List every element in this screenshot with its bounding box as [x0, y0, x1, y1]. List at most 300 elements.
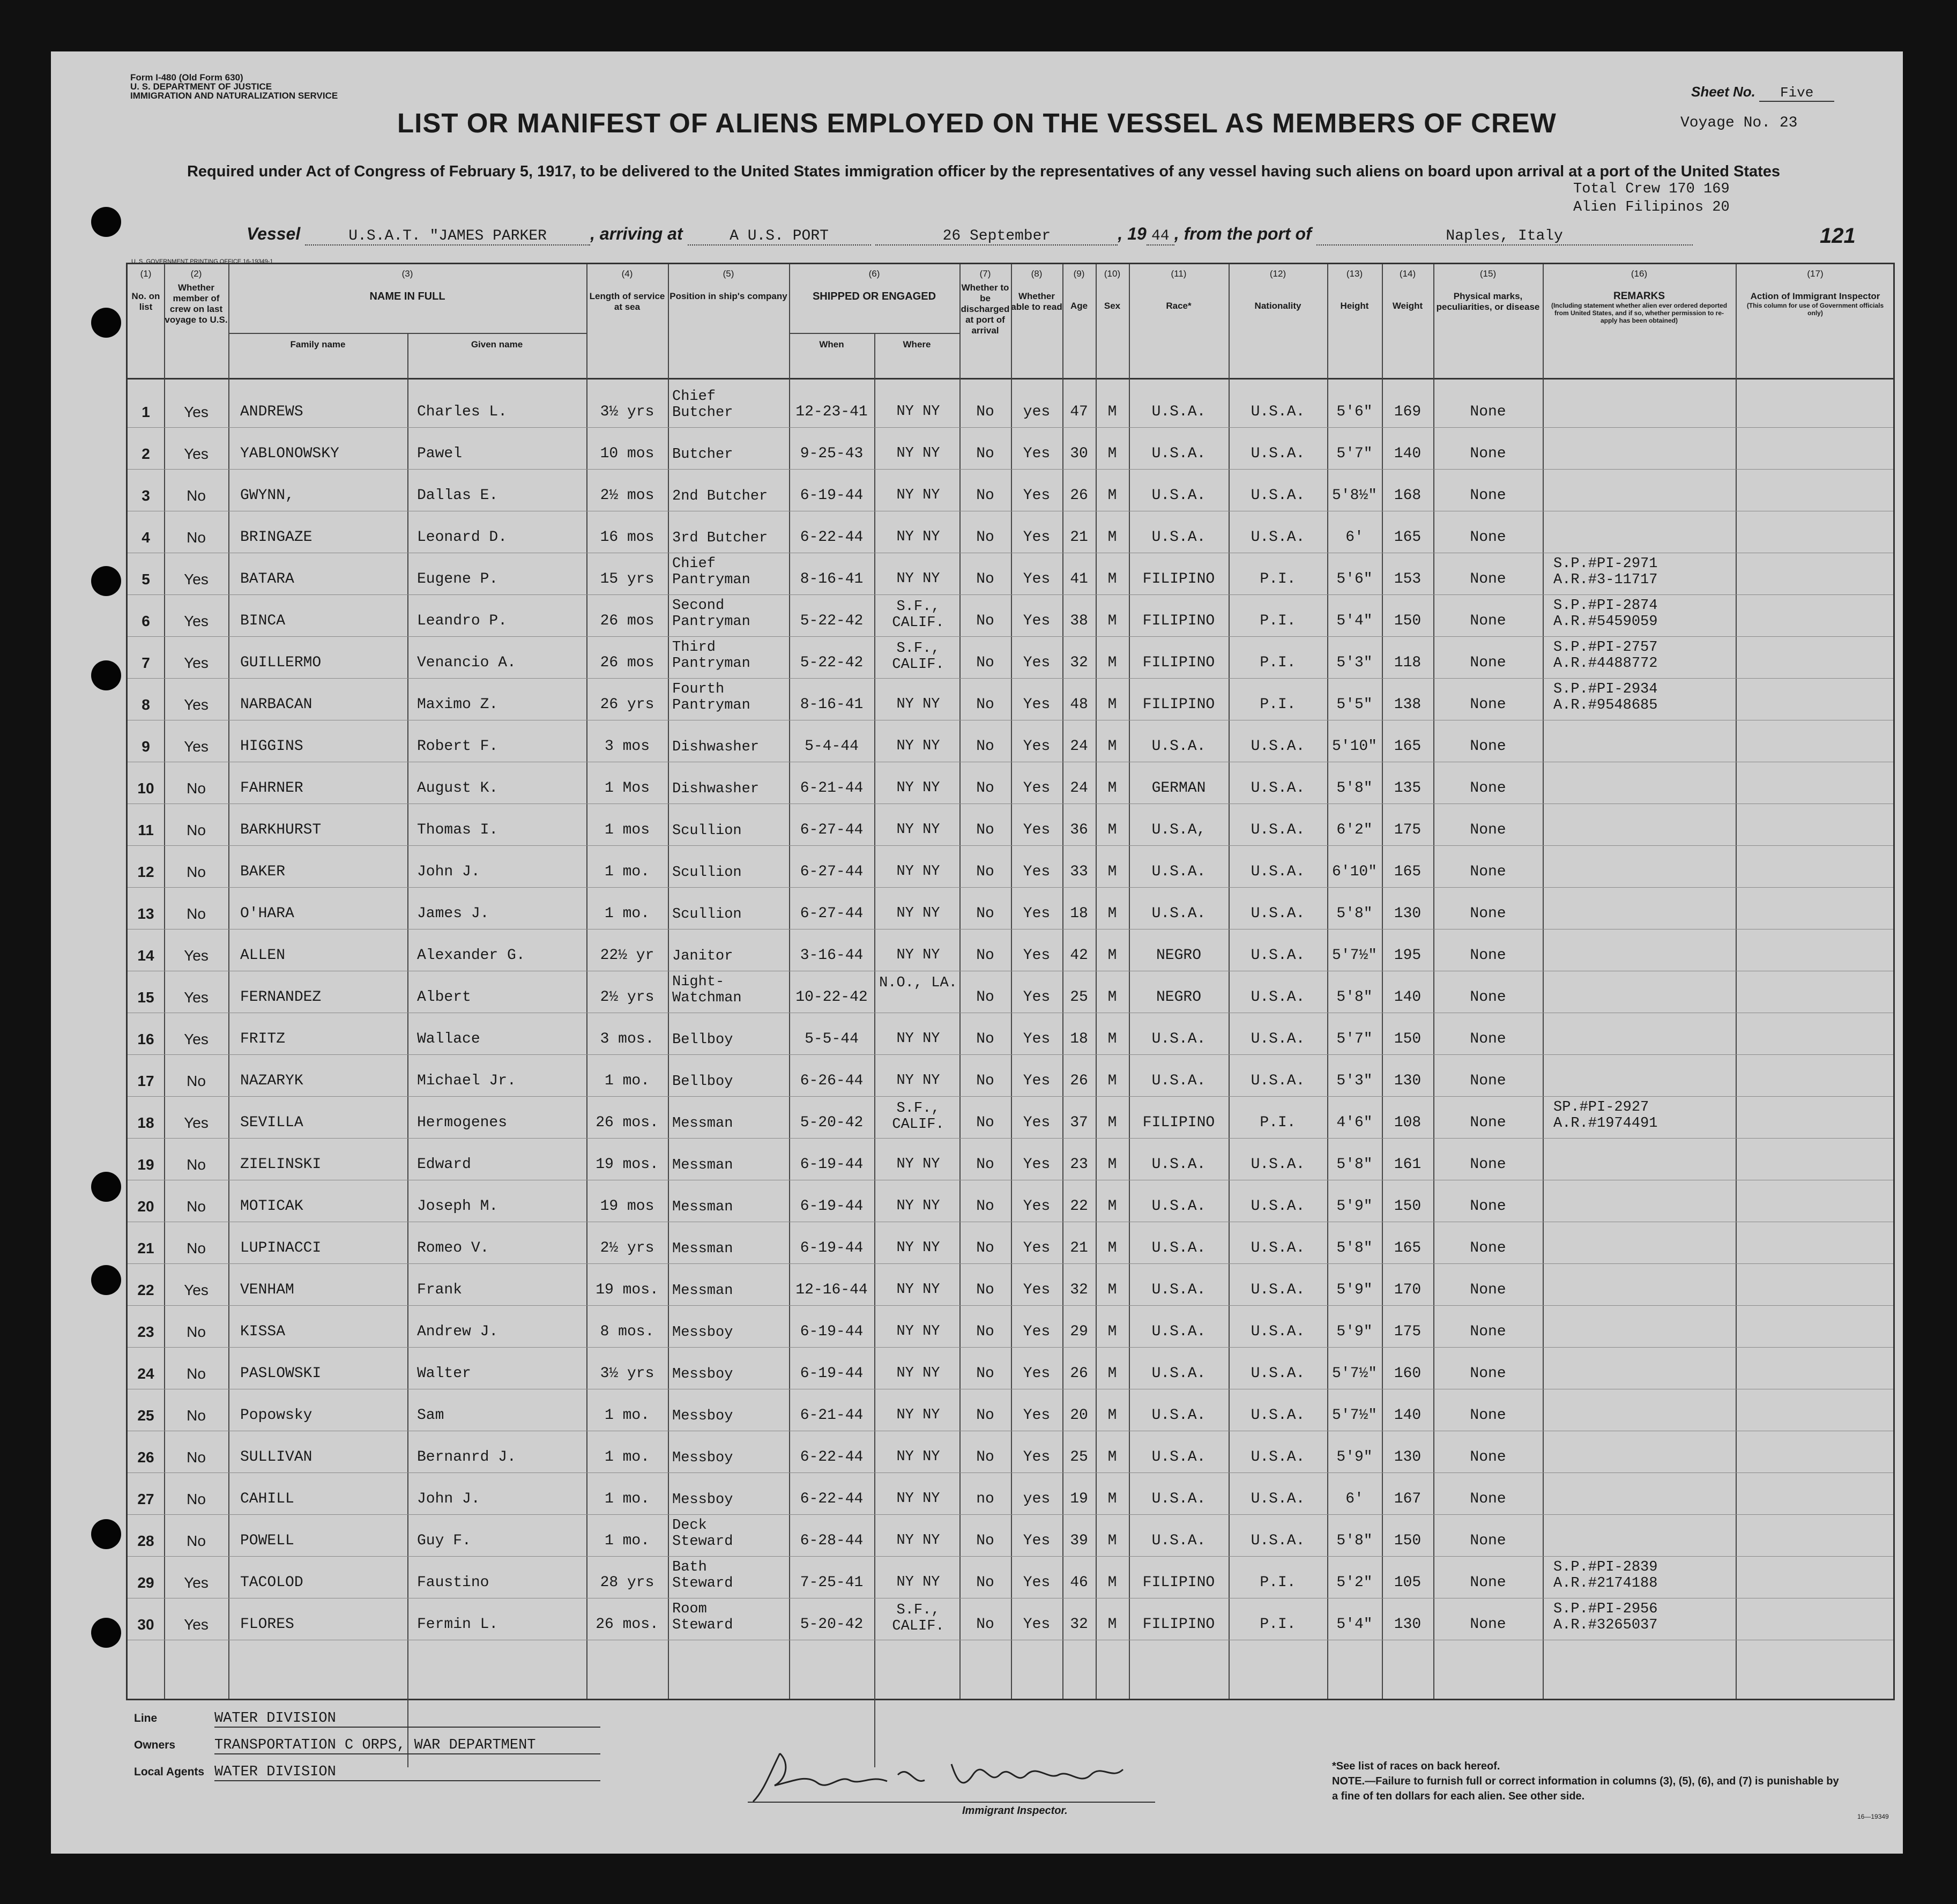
cell-action [1736, 929, 1895, 971]
cell-read: Yes [1023, 1407, 1051, 1424]
cell-service: 26 mos. [596, 1616, 659, 1633]
cell-no: 11 [138, 822, 154, 838]
cell-height: 6'2" [1336, 822, 1373, 838]
cell-age: 18 [1070, 905, 1088, 922]
cell-nat: U.S.A. [1251, 1198, 1305, 1215]
cell-nat: U.S.A. [1251, 1407, 1305, 1424]
cell-weight: 175 [1394, 822, 1422, 838]
cell-race: FILIPINO [1142, 613, 1215, 629]
cell-where: S.F., CALIF. [892, 1602, 944, 1634]
cell-last: Yes [184, 738, 209, 755]
cell-no: 18 [137, 1114, 154, 1131]
cell-family: POWELL [240, 1533, 294, 1549]
binder-hole [91, 207, 121, 237]
cell-when: 9-25-43 [800, 445, 864, 462]
cell-height: 6' [1345, 1491, 1364, 1507]
cell-age: 19 [1070, 1491, 1088, 1507]
table-row [128, 1431, 1893, 1473]
cell-age: 32 [1070, 654, 1088, 671]
cell-height: 6'10" [1331, 864, 1377, 880]
cell-height: 5'6" [1336, 571, 1373, 587]
cell-marks: None [1470, 1114, 1506, 1131]
sheet-value: Five [1759, 85, 1834, 102]
cell-service: 19 mos. [596, 1282, 659, 1298]
table-row [128, 1138, 1893, 1180]
arrival-year: 44 [1147, 228, 1174, 246]
col-header-where: Where [903, 339, 931, 349]
cell-sex: M [1107, 989, 1117, 1006]
col-header-remarks: (16) REMARKS (Including statement whether alien ever ordered deported from United States, and if so, whether permission to re-apply has been obtained) [1551, 269, 1728, 324]
cell-position-line2: 2nd Butcher [672, 488, 768, 504]
cell-family: O'HARA [240, 905, 294, 922]
owners-value: TRANSPORTATION C ORPS, WAR DEPARTMENT [214, 1737, 600, 1754]
cell-race: U.S.A. [1151, 1156, 1206, 1173]
cell-where: NY NY [896, 905, 940, 921]
cell-marks: None [1470, 1198, 1506, 1215]
cell-last: Yes [184, 571, 209, 587]
cell-last: Yes [184, 613, 209, 629]
cell-last: No [187, 1449, 206, 1466]
cell-given: Edward [417, 1156, 471, 1173]
cell-nat: U.S.A. [1251, 1073, 1305, 1089]
cell-height: 5'8½" [1331, 487, 1377, 504]
cell-weight: 138 [1394, 696, 1422, 713]
cell-disch: No [976, 864, 994, 880]
cell-age: 37 [1070, 1114, 1088, 1131]
cell-disch: No [976, 738, 994, 755]
cell-last: No [187, 1198, 206, 1215]
cell-service: 26 mos [600, 613, 654, 629]
cell-last: Yes [184, 1114, 209, 1131]
cell-read: Yes [1023, 1114, 1051, 1131]
cell-action [1736, 720, 1895, 762]
cell-marks: None [1470, 613, 1506, 629]
cell-disch: No [976, 1240, 994, 1256]
cell-read: Yes [1023, 654, 1051, 671]
table-row [128, 469, 1893, 511]
vessel-name: U.S.A.T. "JAMES PARKER [305, 228, 590, 246]
cell-race: U.S.A. [1151, 1365, 1206, 1382]
table-row [128, 511, 1893, 553]
cell-sex: M [1107, 696, 1117, 713]
cell-age: 24 [1070, 738, 1088, 755]
cell-sex: M [1107, 529, 1117, 546]
cell-weight: 165 [1394, 1240, 1422, 1256]
cell-family: HIGGINS [240, 738, 303, 755]
cell-service: 2½ yrs [600, 1240, 654, 1256]
cell-when: 6-19-44 [800, 1198, 864, 1215]
cell-given: Charles L. [417, 404, 508, 420]
cell-where: NY NY [896, 1365, 940, 1381]
cell-position-line2: Messman [672, 1157, 733, 1173]
cell-last: Yes [184, 1031, 209, 1047]
cell-height: 5'7½" [1331, 1407, 1377, 1424]
cell-height: 5'4" [1336, 1616, 1373, 1633]
cell-no: 21 [137, 1240, 154, 1256]
cell-weight: 140 [1394, 445, 1422, 462]
cell-age: 39 [1070, 1533, 1088, 1549]
cell-where: NY NY [896, 1282, 940, 1298]
cell-marks: None [1470, 1407, 1506, 1424]
cell-service: 19 mos. [596, 1156, 659, 1173]
cell-no: 5 [142, 571, 150, 587]
cell-given: Andrew J. [417, 1323, 498, 1340]
cell-action [1736, 762, 1895, 804]
cell-position-line1: Deck [672, 1518, 707, 1534]
cell-nat: U.S.A. [1251, 445, 1305, 462]
cell-position-line2: Scullion [672, 865, 742, 881]
cell-weight: 118 [1394, 654, 1422, 671]
crew-table [126, 263, 1895, 1700]
cell-marks: None [1470, 445, 1506, 462]
cell-given: Alexander G. [417, 947, 525, 964]
cell-last: No [187, 1365, 206, 1382]
cell-last: Yes [184, 654, 209, 671]
cell-race: U.S.A. [1151, 1533, 1206, 1549]
cell-when: 5-22-42 [800, 613, 864, 629]
cell-action [1736, 1598, 1895, 1640]
cell-read: Yes [1023, 822, 1051, 838]
cell-position-line2: Scullion [672, 906, 742, 923]
cell-read: Yes [1023, 487, 1051, 504]
cell-sex: M [1107, 445, 1117, 462]
binder-hole [91, 1519, 121, 1549]
cell-sex: M [1107, 1073, 1117, 1089]
cell-weight: 150 [1394, 1533, 1422, 1549]
cell-nat: P.I. [1260, 571, 1296, 587]
cell-sex: M [1107, 822, 1117, 838]
cell-disch: No [976, 404, 994, 420]
table-row [128, 427, 1893, 470]
cell-read: Yes [1023, 947, 1051, 964]
sheet-number [1691, 84, 1834, 102]
cell-position-line2: Messman [672, 1283, 733, 1299]
cell-height: 5'3" [1336, 1073, 1373, 1089]
cell-race: U.S.A. [1151, 1323, 1206, 1340]
cell-when: 6-22-44 [800, 529, 864, 546]
cell-remarks-line1: S.P.#PI-2874 [1553, 598, 1658, 614]
cell-action [1736, 553, 1895, 594]
cell-where: NY NY [896, 1533, 940, 1549]
cell-position-line2: Messboy [672, 1408, 733, 1424]
cell-service: 1 mo. [604, 864, 650, 880]
cell-position-line2: Butcher [672, 447, 733, 463]
cell-marks: None [1470, 1574, 1506, 1591]
cell-action [1736, 594, 1895, 636]
cell-sex: M [1107, 1198, 1117, 1215]
col-header-family: Family name [290, 339, 346, 349]
cell-where: NY NY [896, 738, 940, 754]
cell-read: Yes [1023, 529, 1051, 546]
cell-marks: None [1470, 989, 1506, 1006]
cell-age: 32 [1070, 1282, 1088, 1298]
col-header-action: (17) Action of Immigrant Inspector (This column for use of Government officials only) [1746, 269, 1884, 317]
cell-where: NY NY [896, 1449, 940, 1465]
cell-sex: M [1107, 1114, 1117, 1131]
cell-disch: No [976, 1574, 994, 1591]
cell-read: yes [1023, 1491, 1051, 1507]
table-row [128, 1180, 1893, 1222]
cell-marks: None [1470, 696, 1506, 713]
cell-given: Frank [417, 1282, 463, 1298]
cell-remarks-line2: A.R.#2174188 [1553, 1575, 1658, 1591]
table-row [128, 762, 1893, 804]
cell-height: 5'5" [1336, 696, 1373, 713]
cell-nat: P.I. [1260, 654, 1296, 671]
cell-marks: None [1470, 1533, 1506, 1549]
table-row [128, 1514, 1893, 1557]
cell-last: No [187, 1407, 206, 1424]
cell-when: 6-28-44 [800, 1533, 864, 1549]
cell-action [1736, 1431, 1895, 1472]
cell-service: 16 mos [600, 529, 654, 546]
cell-age: 26 [1070, 1073, 1088, 1089]
cell-family: SEVILLA [240, 1114, 303, 1131]
cell-age: 25 [1070, 1449, 1088, 1466]
cell-last: Yes [184, 1282, 209, 1298]
cell-weight: 165 [1394, 864, 1422, 880]
cell-age: 21 [1070, 1240, 1088, 1256]
cell-position-line2: 3rd Butcher [672, 530, 768, 546]
cell-no: 9 [142, 738, 150, 755]
cell-remarks-line1: SP.#PI-2927 [1553, 1099, 1649, 1115]
total-crew: Total Crew 170 169 [1573, 181, 1730, 197]
cell-family: BINCA [240, 613, 286, 629]
cell-age: 18 [1070, 1031, 1088, 1047]
cell-family: FLORES [240, 1616, 294, 1633]
cell-read: Yes [1023, 780, 1051, 797]
cell-when: 5-5-44 [805, 1031, 859, 1047]
cell-read: Yes [1023, 696, 1051, 713]
cell-when: 6-19-44 [800, 1323, 864, 1340]
cell-read: yes [1023, 404, 1051, 420]
cell-action [1736, 385, 1895, 427]
cell-remarks-line2: A.R.#3265037 [1553, 1617, 1658, 1633]
cell-read: Yes [1023, 1449, 1051, 1466]
table-row [128, 1013, 1893, 1055]
cell-action [1736, 678, 1895, 720]
cell-read: Yes [1023, 613, 1051, 629]
cell-race: U.S.A. [1151, 1073, 1206, 1089]
cell-marks: None [1470, 864, 1506, 880]
cell-position-line2: Watchman [672, 990, 742, 1006]
cell-height: 6' [1345, 529, 1364, 546]
cell-family: SULLIVAN [240, 1449, 312, 1466]
cell-given: Albert [417, 989, 471, 1006]
line-field [134, 1710, 600, 1728]
cell-sex: M [1107, 1491, 1117, 1507]
cell-read: Yes [1023, 571, 1051, 587]
cell-disch: No [976, 487, 994, 504]
cell-given: James J. [417, 905, 489, 922]
cell-last: Yes [184, 1616, 209, 1633]
cell-sex: M [1107, 404, 1117, 420]
cell-position-line1: Night- [672, 974, 725, 990]
cell-position-line2: Messboy [672, 1325, 733, 1341]
cell-age: 42 [1070, 947, 1088, 964]
table-row [128, 971, 1893, 1013]
cell-when: 6-21-44 [800, 1407, 864, 1424]
cell-age: 29 [1070, 1323, 1088, 1340]
cell-given: Wallace [417, 1031, 480, 1047]
cell-action [1736, 845, 1895, 887]
cell-family: GWYNN, [240, 487, 294, 504]
cell-family: ZIELINSKI [240, 1156, 322, 1173]
cell-service: 1 mo. [604, 1449, 650, 1466]
cell-nat: P.I. [1260, 613, 1296, 629]
cell-age: 21 [1070, 529, 1088, 546]
form-code: 16—19349 [1857, 1813, 1889, 1820]
cell-where: NY NY [896, 947, 940, 963]
arrival-date: 26 September [875, 228, 1118, 246]
cell-read: Yes [1023, 738, 1051, 755]
cell-nat: U.S.A. [1251, 1533, 1305, 1549]
cell-nat: U.S.A. [1251, 1491, 1305, 1507]
cell-sex: M [1107, 1156, 1117, 1173]
cell-nat: P.I. [1260, 1114, 1296, 1131]
cell-no: 2 [142, 445, 150, 462]
cell-disch: No [976, 1616, 994, 1633]
cell-position-line2: Messboy [672, 1492, 733, 1508]
voyage-number: Voyage No. 23 [1680, 115, 1798, 131]
cell-nat: U.S.A. [1251, 864, 1305, 880]
table-row [128, 720, 1893, 762]
cell-marks: None [1470, 905, 1506, 922]
cell-family: TACOLOD [240, 1574, 303, 1591]
agents-value: WATER DIVISION [214, 1764, 600, 1781]
cell-when: 6-22-44 [800, 1449, 864, 1466]
cell-weight: 169 [1394, 404, 1422, 420]
cell-no: 20 [137, 1198, 154, 1215]
cell-last: No [187, 822, 206, 838]
cell-sex: M [1107, 571, 1117, 587]
cell-no: 8 [142, 696, 150, 713]
cell-given: Guy F. [417, 1533, 471, 1549]
cell-nat: U.S.A. [1251, 780, 1305, 797]
cell-read: Yes [1023, 1073, 1051, 1089]
cell-last: Yes [184, 989, 209, 1006]
cell-no: 1 [142, 404, 150, 420]
cell-weight: 108 [1394, 1114, 1422, 1131]
table-row [128, 594, 1893, 637]
cell-action [1736, 1096, 1895, 1138]
cell-family: BARKHURST [240, 822, 322, 838]
cell-weight: 105 [1394, 1574, 1422, 1591]
cell-height: 5'8" [1336, 780, 1373, 797]
cell-marks: None [1470, 738, 1506, 755]
cell-action [1736, 887, 1895, 929]
cell-read: Yes [1023, 1031, 1051, 1047]
cell-service: 10 mos [600, 445, 654, 462]
inspector-signature [748, 1764, 1155, 1817]
cell-last: No [187, 1156, 206, 1173]
col-header-shipped: (6) SHIPPED OR ENGAGED [812, 269, 936, 302]
cell-when: 10-22-42 [795, 989, 868, 1006]
cell-height: 5'3" [1336, 654, 1373, 671]
cell-position-line1: Third [672, 639, 716, 656]
cell-position-line2: Butcher [672, 405, 733, 421]
cell-last: No [187, 1240, 206, 1256]
cell-race: U.S.A. [1151, 1407, 1206, 1424]
cell-family: LUPINACCI [240, 1240, 322, 1256]
cell-action [1736, 1013, 1895, 1054]
cell-weight: 130 [1394, 1449, 1422, 1466]
cell-family: NAZARYK [240, 1073, 303, 1089]
cell-remarks-line1: S.P.#PI-2934 [1553, 681, 1658, 697]
cell-where: NY NY [896, 529, 940, 545]
cell-remarks-line2: A.R.#1974491 [1553, 1115, 1658, 1132]
cell-disch: No [976, 1156, 994, 1173]
cell-when: 6-19-44 [800, 1156, 864, 1173]
cell-service: 28 yrs [600, 1574, 654, 1591]
cell-where: NY NY [896, 1198, 940, 1214]
cell-read: Yes [1023, 1365, 1051, 1382]
cell-family: BRINGAZE [240, 529, 312, 546]
col-header-discharge: (7) Whether to be discharged at port of arrival [961, 269, 1010, 336]
cell-age: 38 [1070, 613, 1088, 629]
table-row [128, 929, 1893, 971]
cell-height: 5'8" [1336, 1533, 1373, 1549]
cell-action [1736, 1222, 1895, 1263]
cell-weight: 135 [1394, 780, 1422, 797]
cell-action [1736, 636, 1895, 678]
cell-position-line2: Messman [672, 1241, 733, 1257]
cell-last: No [187, 529, 206, 546]
cell-last: No [187, 780, 206, 797]
cell-weight: 130 [1394, 905, 1422, 922]
cell-last: Yes [184, 445, 209, 462]
cell-disch: No [976, 445, 994, 462]
table-row [128, 678, 1893, 720]
cell-height: 5'8" [1336, 905, 1373, 922]
cell-weight: 150 [1394, 1198, 1422, 1215]
table-row [128, 1263, 1893, 1306]
cell-where: NY NY [896, 864, 940, 880]
cell-service: 1 mo. [604, 1533, 650, 1549]
cell-weight: 168 [1394, 487, 1422, 504]
cell-age: 46 [1070, 1574, 1088, 1591]
table-row [128, 636, 1893, 679]
cell-service: 1 mo. [604, 1073, 650, 1089]
col-header-weight: (14) Weight [1392, 269, 1423, 311]
cell-sex: M [1107, 1533, 1117, 1549]
cell-when: 5-22-42 [800, 654, 864, 671]
cell-race: FILIPINO [1142, 1574, 1215, 1591]
table-row [128, 1222, 1893, 1264]
cell-marks: None [1470, 1616, 1506, 1633]
col-header-nationality: (12) Nationality [1254, 269, 1301, 311]
col-header-age: (9) Age [1070, 269, 1088, 311]
cell-given: Eugene P. [417, 571, 498, 587]
cell-given: Leonard D. [417, 529, 508, 546]
cell-when: 5-20-42 [800, 1616, 864, 1633]
cell-marks: None [1470, 1073, 1506, 1089]
cell-position-line2: Scullion [672, 823, 742, 839]
cell-height: 5'9" [1336, 1449, 1373, 1466]
cell-position-line2: Pantryman [672, 614, 750, 630]
cell-read: Yes [1023, 1323, 1051, 1340]
cell-where: NY NY [896, 1240, 940, 1256]
cell-disch: No [976, 905, 994, 922]
cell-marks: None [1470, 780, 1506, 797]
table-row [128, 1054, 1893, 1097]
cell-nat: U.S.A. [1251, 905, 1305, 922]
vessel-line [247, 224, 1693, 246]
cell-last: Yes [184, 696, 209, 713]
cell-weight: 165 [1394, 738, 1422, 755]
cell-race: FILIPINO [1142, 696, 1215, 713]
table-row [128, 385, 1893, 428]
